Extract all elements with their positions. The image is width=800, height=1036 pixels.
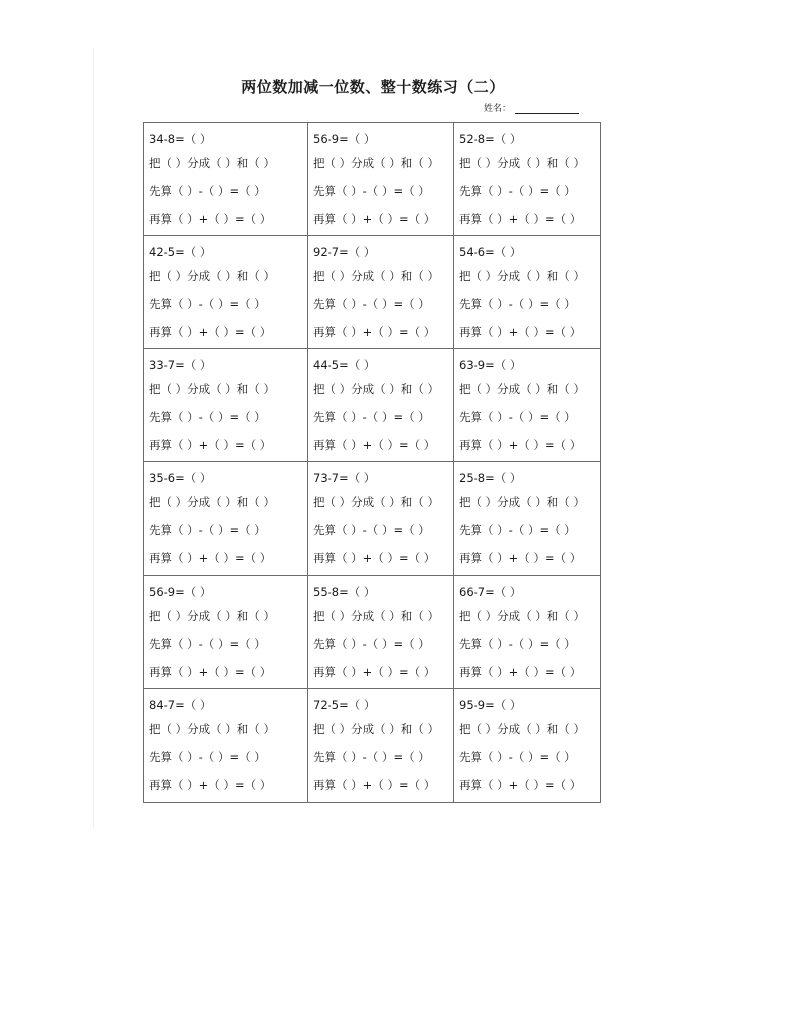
problem-expression: 56-9=（ ） <box>313 132 376 146</box>
exercise-cell <box>454 236 600 349</box>
problem-expression: 42-5=（ ） <box>149 245 212 260</box>
worksheet-title: 两位数加减一位数、整十数练习（二） <box>241 78 505 96</box>
subtract-step-line: 先算（ ）-（ ）=（ ） <box>313 523 430 538</box>
add-step-line: 再算（ ）+（ ）=（ ） <box>149 438 272 453</box>
subtract-step-line: 先算（ ）-（ ）=（ ） <box>459 410 576 425</box>
exercise-grid <box>143 122 601 803</box>
problem-expression: 73-7=（ ） <box>313 471 376 486</box>
subtract-step-line: 先算（ ）-（ ）=（ ） <box>149 184 266 198</box>
split-step-line: 把（ ）分成（ ）和（ ） <box>459 156 585 170</box>
add-step-line: 再算（ ）+（ ）=（ ） <box>149 551 272 566</box>
problem-expression: 63-9=（ ） <box>459 358 522 373</box>
problem-expression: 55-8=（ ） <box>313 584 376 599</box>
split-step-line: 把（ ）分成（ ）和（ ） <box>149 269 275 284</box>
add-step-line: 再算（ ）+（ ）=（ ） <box>459 438 582 453</box>
exercise-cell <box>144 576 308 689</box>
exercise-cell <box>308 576 454 689</box>
subtract-step-line: 先算（ ）-（ ）=（ ） <box>459 636 576 651</box>
add-step-line: 再算（ ）+（ ）=（ ） <box>459 325 582 340</box>
problem-expression: 66-7=（ ） <box>459 584 522 599</box>
split-step-line: 把（ ）分成（ ）和（ ） <box>459 721 585 736</box>
add-step-line: 再算（ ）+（ ）=（ ） <box>459 551 582 566</box>
split-step-line: 把（ ）分成（ ）和（ ） <box>313 382 439 397</box>
subtract-step-line: 先算（ ）-（ ）=（ ） <box>149 523 266 538</box>
add-step-line: 再算（ ）+（ ）=（ ） <box>459 664 582 679</box>
problem-expression: 56-9=（ ） <box>149 584 212 599</box>
subtract-step-line: 先算（ ）-（ ）=（ ） <box>313 297 430 312</box>
add-step-line: 再算（ ）+（ ）=（ ） <box>459 212 582 226</box>
problem-expression: 35-6=（ ） <box>149 471 212 486</box>
exercise-cell <box>454 576 600 689</box>
add-step-line: 再算（ ）+（ ）=（ ） <box>313 438 436 453</box>
subtract-step-line: 先算（ ）-（ ）=（ ） <box>313 749 430 764</box>
subtract-step-line: 先算（ ）-（ ）=（ ） <box>149 410 266 425</box>
add-step-line: 再算（ ）+（ ）=（ ） <box>149 777 272 792</box>
problem-expression: 52-8=（ ） <box>459 132 522 146</box>
exercise-cell <box>144 349 308 462</box>
exercise-cell <box>454 462 600 575</box>
exercise-cell <box>454 689 600 802</box>
split-step-line: 把（ ）分成（ ）和（ ） <box>459 382 585 397</box>
name-blank-line <box>515 104 579 114</box>
split-step-line: 把（ ）分成（ ）和（ ） <box>313 608 439 623</box>
subtract-step-line: 先算（ ）-（ ）=（ ） <box>459 749 576 764</box>
exercise-cell <box>308 123 454 236</box>
split-step-line: 把（ ）分成（ ）和（ ） <box>149 608 275 623</box>
problem-expression: 34-8=（ ） <box>149 132 212 146</box>
add-step-line: 再算（ ）+（ ）=（ ） <box>313 212 436 226</box>
exercise-cell <box>144 123 308 236</box>
problem-expression: 95-9=（ ） <box>459 697 522 712</box>
split-step-line: 把（ ）分成（ ）和（ ） <box>149 721 275 736</box>
split-step-line: 把（ ）分成（ ）和（ ） <box>149 156 275 170</box>
add-step-line: 再算（ ）+（ ）=（ ） <box>313 664 436 679</box>
add-step-line: 再算（ ）+（ ）=（ ） <box>149 212 272 226</box>
subtract-step-line: 先算（ ）-（ ）=（ ） <box>459 523 576 538</box>
name-field <box>484 101 579 114</box>
subtract-step-line: 先算（ ）-（ ）=（ ） <box>459 297 576 312</box>
split-step-line: 把（ ）分成（ ）和（ ） <box>313 721 439 736</box>
problem-expression: 25-8=（ ） <box>459 471 522 486</box>
split-step-line: 把（ ）分成（ ）和（ ） <box>313 156 439 170</box>
exercise-cell <box>454 349 600 462</box>
subtract-step-line: 先算（ ）-（ ）=（ ） <box>313 410 430 425</box>
exercise-cell <box>308 349 454 462</box>
problem-expression: 33-7=（ ） <box>149 358 212 373</box>
split-step-line: 把（ ）分成（ ）和（ ） <box>313 269 439 284</box>
add-step-line: 再算（ ）+（ ）=（ ） <box>313 551 436 566</box>
subtract-step-line: 先算（ ）-（ ）=（ ） <box>459 184 576 198</box>
exercise-cell <box>144 689 308 802</box>
problem-expression: 92-7=（ ） <box>313 245 376 260</box>
add-step-line: 再算（ ）+（ ）=（ ） <box>313 777 436 792</box>
split-step-line: 把（ ）分成（ ）和（ ） <box>149 495 275 510</box>
add-step-line: 再算（ ）+（ ）=（ ） <box>149 664 272 679</box>
subtract-step-line: 先算（ ）-（ ）=（ ） <box>313 636 430 651</box>
split-step-line: 把（ ）分成（ ）和（ ） <box>459 269 585 284</box>
problem-expression: 72-5=（ ） <box>313 697 376 712</box>
subtract-step-line: 先算（ ）-（ ）=（ ） <box>149 297 266 312</box>
add-step-line: 再算（ ）+（ ）=（ ） <box>149 325 272 340</box>
add-step-line: 再算（ ）+（ ）=（ ） <box>313 325 436 340</box>
subtract-step-line: 先算（ ）-（ ）=（ ） <box>149 636 266 651</box>
exercise-cell <box>308 689 454 802</box>
problem-expression: 44-5=（ ） <box>313 358 376 373</box>
problem-expression: 54-6=（ ） <box>459 245 522 260</box>
problem-expression: 84-7=（ ） <box>149 697 212 712</box>
exercise-cell <box>454 123 600 236</box>
exercise-cell <box>308 236 454 349</box>
exercise-cell <box>144 462 308 575</box>
split-step-line: 把（ ）分成（ ）和（ ） <box>459 608 585 623</box>
add-step-line: 再算（ ）+（ ）=（ ） <box>459 777 582 792</box>
split-step-line: 把（ ）分成（ ）和（ ） <box>459 495 585 510</box>
split-step-line: 把（ ）分成（ ）和（ ） <box>149 382 275 397</box>
page-edge-shadow <box>93 48 94 828</box>
subtract-step-line: 先算（ ）-（ ）=（ ） <box>313 184 430 198</box>
name-label: 姓名： <box>484 104 512 114</box>
exercise-cell <box>144 236 308 349</box>
split-step-line: 把（ ）分成（ ）和（ ） <box>313 495 439 510</box>
subtract-step-line: 先算（ ）-（ ）=（ ） <box>149 749 266 764</box>
exercise-cell <box>308 462 454 575</box>
